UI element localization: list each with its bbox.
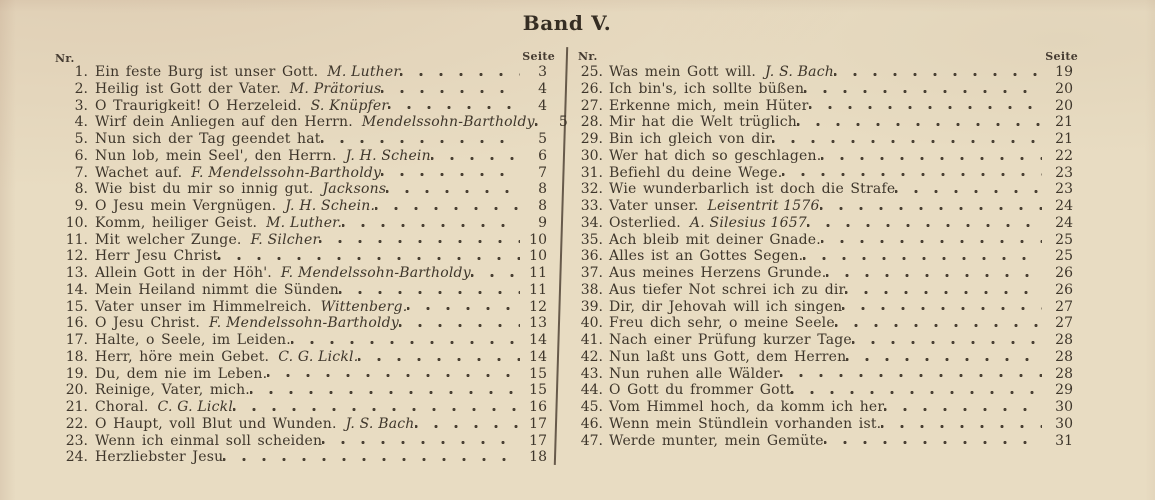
index-column-right xyxy=(575,50,1080,449)
index-entry xyxy=(575,399,1080,416)
entry-title: Ein feste Burg ist unser Gott. xyxy=(95,64,319,80)
index-entry xyxy=(40,433,556,450)
entry-number: 21. xyxy=(65,399,88,415)
entry-number: 40. xyxy=(580,315,603,332)
dot-leader xyxy=(807,215,1042,232)
entry-title: Reinige, Vater, mich. xyxy=(95,382,250,399)
entry-page-number: 13 xyxy=(529,315,547,332)
dot-leader xyxy=(809,98,1043,115)
index-entry xyxy=(575,332,1080,349)
entry-page-number: 9 xyxy=(538,214,547,231)
entry-page-number: 18 xyxy=(529,449,547,466)
entry-page-number: 25 xyxy=(1055,248,1073,265)
dot-leader xyxy=(826,265,1042,282)
index-entry xyxy=(575,148,1080,165)
entry-page-number: 30 xyxy=(1055,415,1073,432)
dot-leader xyxy=(375,198,520,215)
entry-number: 43. xyxy=(580,365,603,382)
entry-page-number: 23 xyxy=(1055,164,1073,181)
dot-leader xyxy=(322,433,520,450)
index-entry xyxy=(40,131,556,148)
index-entry xyxy=(40,165,556,182)
entry-number: 15. xyxy=(65,298,88,315)
entry-page-number: 8 xyxy=(538,198,547,214)
index-entry xyxy=(575,165,1080,182)
dot-leader xyxy=(267,366,520,383)
index-entry xyxy=(575,315,1080,332)
entry-number: 23. xyxy=(65,432,88,449)
entry-title: O Traurigkeit! O Herzeleid. xyxy=(95,97,302,114)
index-entry xyxy=(40,148,556,165)
entry-number: 45. xyxy=(580,399,603,415)
entry-title: Ach bleib mit deiner Gnade. xyxy=(609,231,821,248)
entry-composer: A. Silesius 1657 xyxy=(689,214,807,231)
entry-page-number: 17 xyxy=(529,432,547,449)
index-entry xyxy=(575,382,1080,399)
entry-number: 34. xyxy=(580,214,603,231)
entry-page-number: 26 xyxy=(1055,281,1073,298)
entry-composer: F. Mendelssohn-Bartholdy xyxy=(191,164,382,181)
entry-title: Vater unser. xyxy=(609,198,699,214)
index-entry xyxy=(575,416,1080,433)
index-entry xyxy=(575,181,1080,198)
dot-leader xyxy=(846,349,1042,366)
entry-page-number: 27 xyxy=(1055,298,1073,315)
entry-composer: J. H. Schein xyxy=(345,147,431,164)
nr-column-label: Nr. xyxy=(55,52,75,65)
entry-title: Freu dich sehr, o meine Seele xyxy=(609,315,835,332)
index-entry xyxy=(40,215,556,232)
entry-title: Nun sich der Tag geendet hat xyxy=(95,131,321,147)
entry-title: Wie wunderbarlich ist doch die Strafe xyxy=(609,181,896,198)
entry-number: 29. xyxy=(580,131,603,147)
dot-leader xyxy=(415,416,520,433)
index-entry xyxy=(40,349,556,366)
entry-page-number: 14 xyxy=(529,348,547,365)
dot-leader xyxy=(782,165,1042,182)
entry-page-number: 31 xyxy=(1055,432,1073,449)
entry-composer: F. Silcher xyxy=(250,231,320,248)
dot-leader xyxy=(291,332,520,349)
column-header xyxy=(575,50,1080,64)
index-entry xyxy=(575,282,1080,299)
entry-number: 41. xyxy=(580,332,603,348)
entry-number: 6. xyxy=(74,147,88,164)
entry-title: O Jesu Christ. xyxy=(95,315,201,332)
dot-leader xyxy=(388,98,520,115)
entry-number: 25. xyxy=(580,64,603,80)
entry-title: Mir hat die Welt trüglich xyxy=(609,114,797,131)
entry-page-number: 5 xyxy=(558,114,568,131)
entry-title: O Jesu mein Vergnügen. xyxy=(95,198,277,214)
entry-number: 3. xyxy=(74,97,88,114)
seite-column-label: Seite xyxy=(522,50,555,63)
entry-number: 2. xyxy=(74,80,88,97)
index-entry xyxy=(40,366,556,383)
entry-composer: F. Mendelssohn-Bartholdy xyxy=(280,265,471,281)
entry-composer: Leisentrit 1576 xyxy=(707,198,820,214)
entry-number: 46. xyxy=(580,415,603,432)
entry-title: Aus tiefer Not schrei ich zu dir xyxy=(609,281,846,298)
entry-number: 38. xyxy=(580,281,603,298)
dot-leader xyxy=(803,248,1042,265)
entry-number: 9. xyxy=(74,198,88,214)
entry-composer: M. Prätorius xyxy=(289,80,382,97)
index-entry xyxy=(575,64,1080,81)
entry-title: Ich bin's, ich sollte büßen xyxy=(609,80,805,97)
entry-number: 8. xyxy=(74,181,88,198)
entry-number: 32. xyxy=(580,181,603,198)
dot-leader xyxy=(407,299,520,316)
entry-number: 36. xyxy=(580,248,603,265)
entry-page-number: 29 xyxy=(1055,382,1073,399)
entry-number: 22. xyxy=(65,415,88,432)
index-entry xyxy=(575,81,1080,98)
entry-title: Vater unser im Himmelreich. xyxy=(95,298,312,315)
index-entry xyxy=(40,332,556,349)
entry-title: O Gott du frommer Gott xyxy=(609,382,792,399)
entry-title: Heilig ist Gott der Vater. xyxy=(95,80,281,97)
index-entry xyxy=(575,349,1080,366)
entry-number: 20. xyxy=(65,382,88,399)
entry-title: Befiehl du deine Wege. xyxy=(609,164,783,181)
index-entry xyxy=(40,282,556,299)
seite-column-label: Seite xyxy=(1045,50,1078,63)
dot-leader xyxy=(218,248,520,265)
dot-leader xyxy=(223,449,520,466)
dot-leader xyxy=(881,416,1042,433)
entry-title: Nun lob, mein Seel', den Herrn. xyxy=(95,147,337,164)
entry-list xyxy=(575,64,1080,449)
index-entry xyxy=(575,232,1080,249)
entry-title: Nun ruhen alle Wälder xyxy=(609,365,780,382)
entry-page-number: 10 xyxy=(529,248,547,265)
index-entry xyxy=(575,248,1080,265)
entry-page-number: 12 xyxy=(529,298,547,315)
dot-leader xyxy=(233,399,520,416)
entry-title: Dir, dir Jehovah will ich singen xyxy=(609,298,843,315)
entry-page-number: 27 xyxy=(1055,315,1073,332)
index-entry xyxy=(40,315,556,332)
dot-leader xyxy=(884,399,1042,416)
entry-page-number: 10 xyxy=(529,231,547,248)
entry-title: Du, dem nie im Leben. xyxy=(95,365,268,382)
entry-page-number: 15 xyxy=(529,365,547,382)
dot-leader xyxy=(431,148,520,165)
entry-page-number: 28 xyxy=(1055,348,1073,365)
dot-leader xyxy=(386,181,520,198)
entry-page-number: 24 xyxy=(1055,198,1073,214)
index-entry xyxy=(575,433,1080,450)
dot-leader xyxy=(772,131,1042,148)
entry-title: Komm, heiliger Geist. xyxy=(95,214,258,231)
dot-leader xyxy=(821,148,1042,165)
index-entry xyxy=(40,399,556,416)
dot-leader xyxy=(321,131,520,148)
entry-title: Choral. xyxy=(95,399,149,415)
entry-composer: Mendelssohn-Bartholdy xyxy=(361,114,535,131)
entry-number: 39. xyxy=(580,298,603,315)
dot-leader xyxy=(821,232,1042,249)
entry-number: 1. xyxy=(74,64,88,80)
entry-number: 30. xyxy=(580,147,603,164)
index-entry xyxy=(40,114,568,131)
index-entry xyxy=(40,299,556,316)
dot-leader xyxy=(820,198,1042,215)
entry-title: Mein Heiland nimmt die Sünden xyxy=(95,281,339,298)
entry-composer: J. S. Bach xyxy=(765,64,834,80)
column-header xyxy=(40,50,556,64)
entry-title: Wer hat dich so geschlagen. xyxy=(609,147,822,164)
entry-number: 31. xyxy=(580,164,603,181)
entry-title: Nun laßt uns Gott, dem Herren xyxy=(609,348,847,365)
entry-number: 5. xyxy=(74,131,88,147)
entry-number: 4. xyxy=(74,114,88,131)
entry-page-number: 23 xyxy=(1055,181,1073,198)
nr-column-label: Nr. xyxy=(578,50,598,63)
entry-number: 33. xyxy=(580,198,603,214)
entry-page-number: 28 xyxy=(1055,365,1073,382)
entry-title: Wachet auf. xyxy=(95,164,183,181)
entry-number: 12. xyxy=(65,248,88,265)
entry-number: 16. xyxy=(65,315,88,332)
index-entry xyxy=(40,416,556,433)
entry-page-number: 17 xyxy=(529,415,547,432)
entry-composer: Jacksons xyxy=(322,181,387,198)
dot-leader xyxy=(342,215,520,232)
entry-number: 7. xyxy=(74,164,88,181)
page-title: Band V. xyxy=(522,11,612,35)
entry-title: Wenn mein Stündlein vorhanden ist. xyxy=(609,415,882,432)
entry-title: Halte, o Seele, im Leiden. xyxy=(95,332,291,348)
entry-page-number: 15 xyxy=(529,382,547,399)
entry-number: 13. xyxy=(65,265,88,281)
entry-title: Wie bist du mir so innig gut. xyxy=(95,181,314,198)
entry-page-number: 11 xyxy=(529,265,547,281)
entry-number: 37. xyxy=(580,265,603,281)
entry-page-number: 19 xyxy=(1055,64,1073,80)
entry-number: 18. xyxy=(65,348,88,365)
dot-leader xyxy=(339,282,520,299)
entry-number: 24. xyxy=(65,449,88,466)
entry-number: 17. xyxy=(65,332,88,348)
dot-leader xyxy=(852,332,1042,349)
index-entry xyxy=(40,265,556,282)
entry-page-number: 21 xyxy=(1055,114,1073,131)
entry-title: Alles ist an Gottes Segen. xyxy=(609,248,804,265)
index-column-left xyxy=(40,50,568,466)
index-entry xyxy=(40,232,556,249)
entry-title: Herzliebster Jesu xyxy=(95,449,224,466)
entry-page-number: 11 xyxy=(529,281,547,298)
index-entry xyxy=(40,64,556,81)
entry-page-number: 16 xyxy=(529,399,547,415)
entry-title: Erkenne mich, mein Hüter xyxy=(609,97,809,114)
entry-title: Herr, höre mein Gebet. xyxy=(95,348,270,365)
index-entry xyxy=(40,181,556,198)
dot-leader xyxy=(250,382,520,399)
entry-page-number: 6 xyxy=(538,147,547,164)
entry-title: Mit welcher Zunge. xyxy=(95,231,242,248)
dot-leader xyxy=(400,64,520,81)
entry-page-number: 25 xyxy=(1055,231,1073,248)
entry-page-number: 30 xyxy=(1055,399,1073,415)
entry-page-number: 7 xyxy=(538,164,547,181)
entry-page-number: 22 xyxy=(1055,147,1073,164)
index-entry xyxy=(575,366,1080,383)
index-entry xyxy=(40,98,556,115)
entry-page-number: 14 xyxy=(529,332,547,348)
dot-leader xyxy=(797,114,1042,131)
entry-composer: J. S. Bach xyxy=(345,415,415,432)
index-entry xyxy=(575,114,1080,131)
entry-page-number: 4 xyxy=(538,97,547,114)
entry-composer: C. G. Lickl xyxy=(157,399,234,415)
entry-list xyxy=(40,64,568,466)
dot-leader xyxy=(804,81,1042,98)
dot-leader xyxy=(358,349,520,366)
entry-title: Herr Jesu Christ xyxy=(95,248,219,265)
entry-number: 14. xyxy=(65,281,88,298)
entry-composer: M. Luther xyxy=(327,64,401,80)
entry-page-number: 20 xyxy=(1055,97,1073,114)
dot-leader xyxy=(895,181,1042,198)
entry-composer: F. Mendelssohn-Bartholdy xyxy=(209,315,399,332)
entry-composer: Wittenberg. xyxy=(320,298,408,315)
entry-composer: S. Knüpfer xyxy=(310,97,389,114)
index-entry xyxy=(40,449,556,466)
dot-leader xyxy=(381,165,520,182)
index-entry xyxy=(575,299,1080,316)
dot-leader xyxy=(824,433,1042,450)
entry-title: Was mein Gott will. xyxy=(609,64,757,80)
index-entry xyxy=(40,248,556,265)
entry-title: Allein Gott in der Höh'. xyxy=(95,265,272,281)
entry-title: Osterlied. xyxy=(609,214,681,231)
dot-leader xyxy=(780,366,1042,383)
entry-title: Wirf dein Anliegen auf den Herrn. xyxy=(95,114,353,131)
entry-title: Bin ich gleich von dir xyxy=(609,131,773,147)
entry-composer: M. Luther. xyxy=(266,214,343,231)
entry-number: 11. xyxy=(65,231,88,248)
entry-number: 27. xyxy=(580,97,603,114)
entry-page-number: 20 xyxy=(1055,80,1073,97)
index-entry xyxy=(575,131,1080,148)
index-entry xyxy=(40,81,556,98)
entry-number: 26. xyxy=(580,80,603,97)
index-entry xyxy=(575,265,1080,282)
index-entry xyxy=(575,215,1080,232)
dot-leader xyxy=(399,315,520,332)
entry-title: Vom Himmel hoch, da komm ich her xyxy=(609,399,885,415)
entry-page-number: 4 xyxy=(538,80,547,97)
index-entry xyxy=(40,198,556,215)
entry-composer: J. H. Schein. xyxy=(285,198,376,214)
dot-leader xyxy=(834,64,1042,81)
dot-leader xyxy=(842,299,1042,316)
entry-page-number: 21 xyxy=(1055,131,1073,147)
entry-number: 47. xyxy=(580,432,603,449)
entry-title: O Haupt, voll Blut und Wunden. xyxy=(95,415,337,432)
dot-leader xyxy=(835,315,1042,332)
entry-number: 19. xyxy=(65,365,88,382)
index-entry xyxy=(575,198,1080,215)
dot-leader xyxy=(319,232,520,249)
entry-page-number: 8 xyxy=(538,181,547,198)
entry-composer: C. G. Lickl. xyxy=(278,348,359,365)
entry-page-number: 28 xyxy=(1055,332,1073,348)
entry-title: Werde munter, mein Gemüte xyxy=(609,432,824,449)
entry-title: Aus meines Herzens Grunde. xyxy=(609,265,827,281)
entry-page-number: 26 xyxy=(1055,265,1073,281)
dot-leader xyxy=(845,282,1042,299)
entry-page-number: 24 xyxy=(1055,214,1073,231)
entry-number: 28. xyxy=(580,114,603,131)
entry-number: 10. xyxy=(65,214,88,231)
index-entry xyxy=(575,98,1080,115)
dot-leader xyxy=(791,382,1042,399)
entry-page-number: 3 xyxy=(538,64,547,80)
entry-number: 35. xyxy=(580,231,603,248)
entry-title: Wenn ich einmal soll scheiden xyxy=(95,432,323,449)
index-entry xyxy=(40,382,556,399)
dot-leader xyxy=(471,265,520,282)
entry-title: Nach einer Prüfung kurzer Tage xyxy=(609,332,852,348)
entry-number: 44. xyxy=(580,382,603,399)
entry-number: 42. xyxy=(580,348,603,365)
entry-page-number: 5 xyxy=(538,131,547,147)
dot-leader xyxy=(381,81,520,98)
